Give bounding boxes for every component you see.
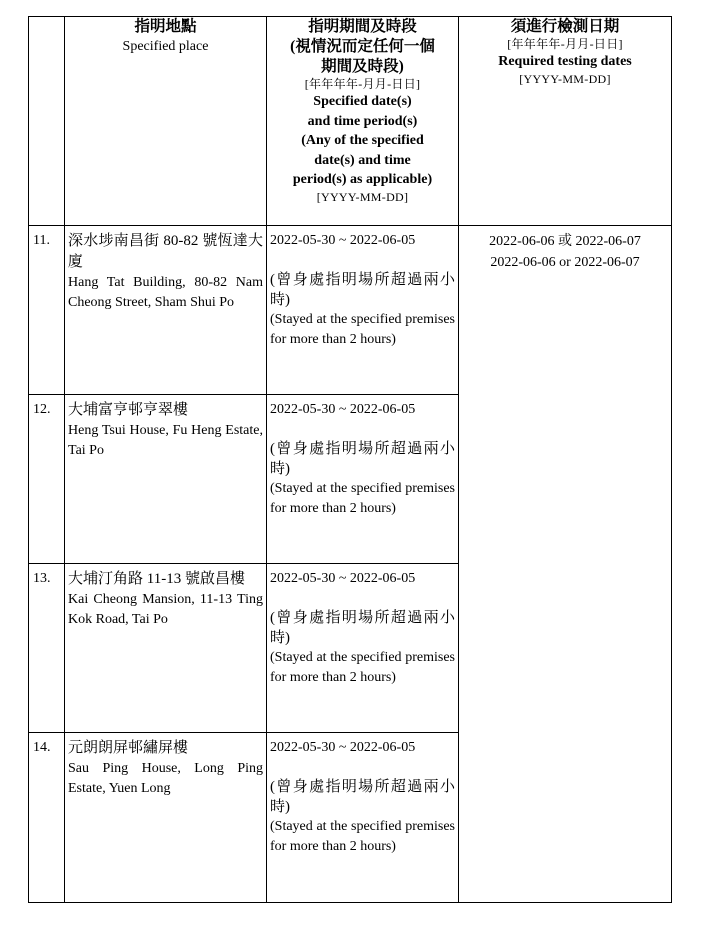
row-note-zh: (曾身處指明場所超過兩小時) (270, 441, 455, 477)
header-period-zh-3: 期間及時段) (321, 58, 404, 75)
row-note-zh: (曾身處指明場所超過兩小時) (270, 272, 455, 308)
header-required-format-en: [YYYY-MM-DD] (519, 71, 611, 86)
header-period-en-1: Specified date(s) (313, 94, 412, 109)
table-row (29, 226, 672, 395)
header-period-en-5: period(s) as applicable) (292, 172, 433, 187)
row-note-en: (Stayed at the specified premises for more than 2 hours) (270, 650, 455, 685)
row-place-zh: 大埔富亨邨亨翠樓 (68, 402, 189, 418)
row-period-cell (267, 395, 459, 564)
required-dates-en: 2022-06-06 or 2022-06-07 (490, 255, 640, 270)
row-note-en: (Stayed at the specified premises for more than 2 hours) (270, 312, 455, 347)
row-period-cell (267, 226, 459, 395)
row-dates: 2022-05-30 ~ 2022-06-05 (270, 740, 416, 755)
header-period-en-3: (Any of the specified (301, 133, 424, 148)
row-note-en: (Stayed at the specified premises for more than 2 hours) (270, 819, 455, 854)
header-required-en: Required testing dates (498, 54, 632, 69)
header-required-format-zh: [年年年年-月月-日日] (507, 37, 623, 51)
header-place-cell (65, 17, 267, 226)
header-period-en-2: and time period(s) (307, 113, 418, 129)
row-place-cell (65, 226, 267, 395)
row-place-en: Heng Tsui House, Fu Heng Estate, Tai Po (68, 423, 263, 458)
row-place-zh: 深水埗南昌街 80-82 號恆達大廈 (68, 233, 263, 270)
table-header-row (29, 17, 672, 226)
specified-places-table (28, 16, 672, 903)
row-period-cell (267, 733, 459, 903)
row-place-en: Sau Ping House, Long Ping Estate, Yuen Long (68, 761, 263, 796)
row-number: 14. (29, 733, 65, 903)
header-period-cell (267, 17, 459, 226)
header-required-cell (459, 17, 672, 226)
row-place-cell (65, 395, 267, 564)
row-place-zh: 大埔汀角路 11-13 號啟昌樓 (68, 571, 245, 587)
header-period-en-4: date(s) and time (314, 152, 411, 168)
header-period-zh-2: (視情況而定任何一個 (290, 38, 435, 55)
row-note-zh: (曾身處指明場所超過兩小時) (270, 610, 455, 646)
header-number-cell (29, 17, 65, 226)
row-number: 11. (29, 226, 65, 395)
required-dates-cell (459, 226, 672, 903)
header-period-zh-1: 指明期間及時段 (308, 18, 417, 35)
row-place-cell (65, 564, 267, 733)
row-number: 13. (29, 564, 65, 733)
header-place-zh: 指明地點 (134, 18, 197, 35)
header-required-zh: 須進行檢測日期 (510, 18, 620, 35)
row-number: 12. (29, 395, 65, 564)
row-place-en: Kai Cheong Mansion, 11-13 Ting Kok Road, Tai Po (68, 592, 263, 627)
row-place-zh: 元朗朗屏邨繡屏樓 (68, 740, 189, 756)
row-period-cell (267, 564, 459, 733)
row-dates: 2022-05-30 ~ 2022-06-05 (270, 571, 416, 586)
required-dates-zh: 2022-06-06 或 2022-06-07 (489, 234, 641, 249)
header-place-en: Specified place (122, 39, 209, 54)
header-period-format-en: [YYYY-MM-DD] (316, 189, 409, 204)
row-dates: 2022-05-30 ~ 2022-06-05 (270, 402, 416, 417)
row-dates: 2022-05-30 ~ 2022-06-05 (270, 233, 416, 248)
row-note-zh: (曾身處指明場所超過兩小時) (270, 779, 455, 815)
header-period-format-zh: [年年年年-月月-日日] (304, 77, 421, 91)
row-note-en: (Stayed at the specified premises for more than 2 hours) (270, 481, 455, 516)
row-place-cell (65, 733, 267, 903)
row-place-en: Hang Tat Building, 80-82 Nam Cheong Street, Sham Shui Po (68, 275, 263, 310)
